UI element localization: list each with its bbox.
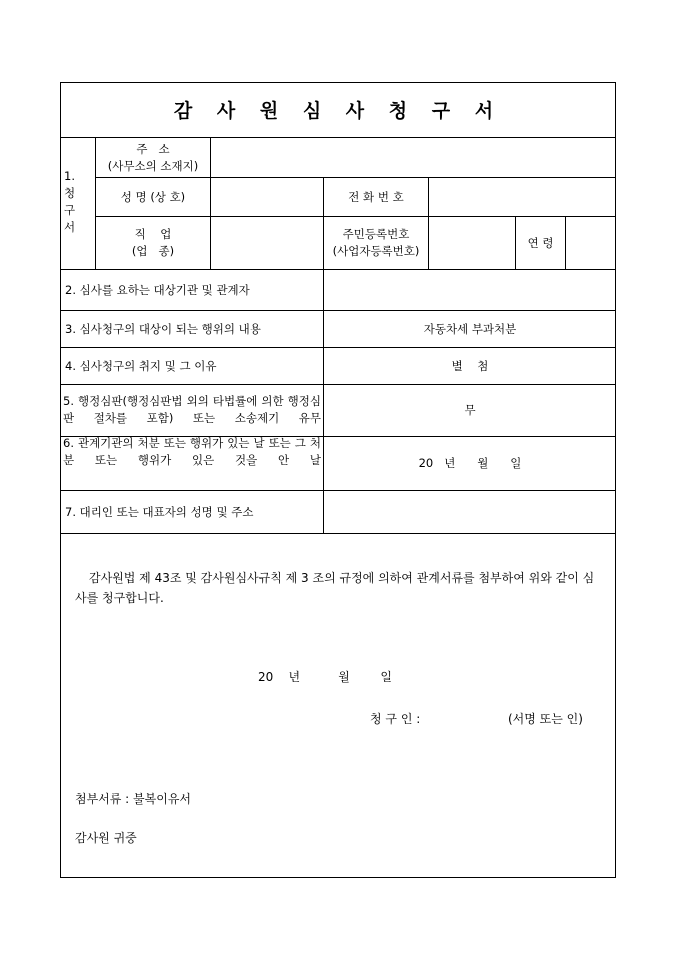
row-value-action: 자동차세 부과처분 bbox=[423, 321, 517, 336]
row-label-agent: 7. 대리인 또는 대표자의 성명 및 주소 bbox=[65, 504, 254, 519]
row-value-date: 20 년 월 일 bbox=[418, 456, 522, 470]
id-number-label: 주민등록번호 (사업자등록번호) bbox=[332, 227, 420, 258]
phone-label: 전 화 번 호 bbox=[348, 189, 404, 204]
recipient: 감사원 귀중 bbox=[75, 831, 137, 845]
row-label-target: 2. 심사를 요하는 대상기관 및 관계자 bbox=[65, 282, 250, 297]
row-value-agent bbox=[324, 491, 616, 533]
row-label-action: 3. 심사청구의 대상이 되는 행위의 내용 bbox=[65, 321, 261, 336]
name-label: 성 명 (상 호) bbox=[120, 189, 186, 204]
filing-date: 20 년 월 일 bbox=[258, 670, 392, 684]
grid-line bbox=[60, 533, 616, 534]
row-label-date: 6. 관계기관의 처분 또는 행위가 있는 날 또는 그 처분 또는 행위가 있은 것을 안 날 bbox=[63, 436, 321, 467]
age-label: 연 령 bbox=[527, 235, 554, 250]
job-label: 직 업 (업 종) bbox=[131, 227, 175, 258]
claimant-group-label: 1. 청 구 서 bbox=[64, 169, 76, 234]
statement-paragraph: 감사원법 제 43조 및 감사원심사규칙 제 3 조의 규정에 의하여 관계서류를 첨부하여 위와 같이 심사를 청구합니다. bbox=[75, 571, 595, 605]
claimant-signature-label: 청 구 인 : bbox=[370, 712, 421, 726]
grid-line bbox=[565, 216, 566, 269]
row-label-lawsuit: 5. 행정심판(행정심판법 외의 타법률에 의한 행정심판 절차를 포함) 또는 소송제기 유무 bbox=[63, 394, 321, 425]
row-value-target bbox=[324, 270, 616, 310]
address-label: 주 소 (사무소의 소재지) bbox=[107, 142, 199, 173]
row-value-lawsuit: 무 bbox=[464, 403, 476, 417]
attachment-note: 첨부서류 : 불복이유서 bbox=[75, 792, 192, 806]
signature-note: (서명 또는 인) bbox=[508, 712, 583, 726]
form-title: 감 사 원 심 사 청 구 서 bbox=[60, 82, 616, 138]
row-label-reason: 4. 심사청구의 취지 및 그 이유 bbox=[65, 358, 217, 373]
row-value-reason: 별 첨 bbox=[451, 358, 489, 373]
grid-line bbox=[210, 138, 211, 269]
grid-line bbox=[428, 177, 429, 269]
